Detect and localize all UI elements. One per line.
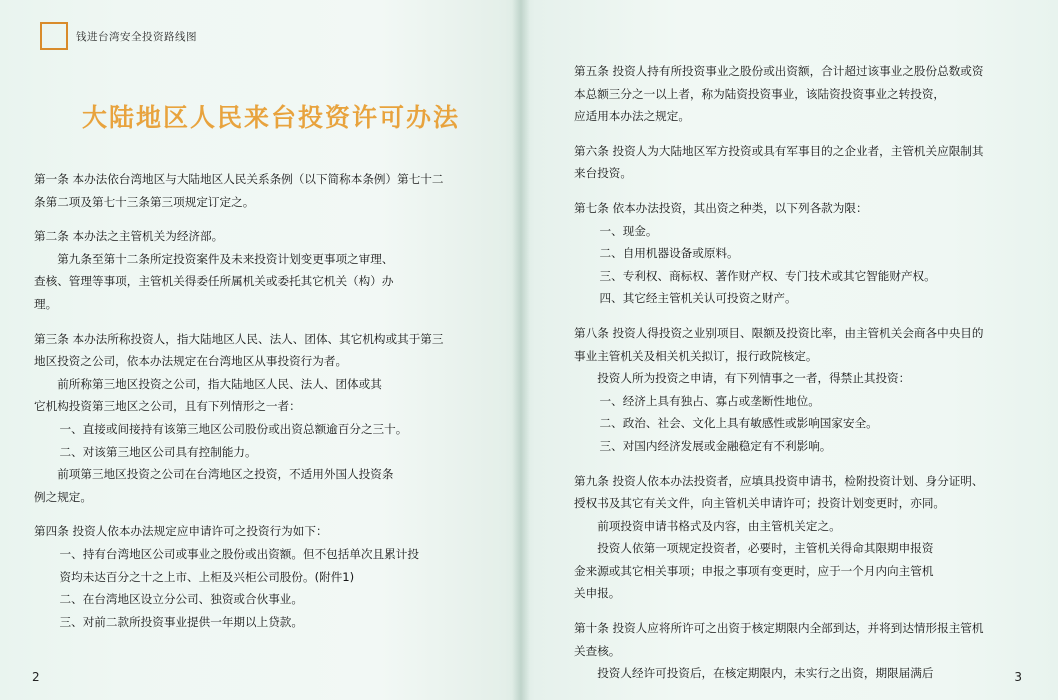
article-text: 本办法依台湾地区与大陆地区人民关系条例（以下简称本条例）第七十二 bbox=[72, 172, 444, 186]
article-block bbox=[574, 60, 1024, 128]
article-label: 第六条 bbox=[574, 143, 609, 158]
book-header bbox=[40, 22, 490, 50]
article-item: 三、对国内经济发展或金融稳定有不利影响。 bbox=[599, 438, 832, 453]
article-text: 应适用本办法之规定。 bbox=[574, 109, 690, 124]
article-subparagraph: 例之规定。 bbox=[34, 489, 92, 504]
article-item: 一、现金。 bbox=[599, 223, 658, 238]
article-label: 第十条 bbox=[574, 621, 609, 636]
article-item: 二、在台湾地区设立分公司、独资或合伙事业。 bbox=[59, 592, 303, 607]
article-item: 一、直接或间接持有该第三地区公司股份或出资总额逾百分之三十。 bbox=[59, 421, 408, 436]
article-subparagraph: 投资人依第一项规定投资者，必要时，主管机关得命其限期申报资 bbox=[597, 541, 934, 556]
article-item: 一、经济上具有独占、寡占或垄断性地位。 bbox=[599, 393, 820, 408]
article-label: 第四条 bbox=[34, 524, 69, 539]
left-page-body bbox=[34, 168, 490, 633]
article-text: 来台投资。 bbox=[574, 166, 632, 181]
article-item: 三、专利权、商标权、著作财产权、专门技术或其它智能财产权。 bbox=[599, 268, 936, 283]
article-block bbox=[574, 197, 1024, 310]
page-title: 大陆地区人民来台投资许可办法 bbox=[82, 103, 461, 132]
article-label: 第九条 bbox=[574, 473, 609, 488]
article-item: 二、自用机器设备或原料。 bbox=[599, 246, 739, 261]
article-text: 投资人应将所许可之出资于核定期限内全部到达，并将到达情形报主管机 bbox=[612, 621, 984, 636]
article-label: 第三条 bbox=[34, 331, 69, 346]
article-block bbox=[574, 617, 1024, 685]
article-item: 四、其它经主管机关认可投资之财产。 bbox=[599, 291, 797, 306]
book-header-title: 钱进台湾安全投资路线图 bbox=[76, 30, 197, 43]
article-subparagraph: 它机构投资第三地区之公司，且有下列情形之一者： bbox=[34, 399, 301, 414]
article-text: 依本办法投资，其出资之种类，以下列各款为限： bbox=[612, 200, 868, 215]
article-item: 二、政治、社会、文化上具有敏感性或影响国家安全。 bbox=[599, 416, 878, 431]
article-text: 授权书及其它有关文件，向主管机关申请许可；投资计划变更时，亦同。 bbox=[574, 496, 946, 511]
article-text: 地区投资之公司，依本办法规定在台湾地区从事投资行为者。 bbox=[34, 354, 348, 369]
article-block bbox=[34, 168, 490, 213]
article-subparagraph: 前项投资申请书格式及内容，由主管机关定之。 bbox=[597, 518, 841, 533]
article-text: 本总额三分之一以上者，称为陆资投资事业，该陆资投资事业之转投资， bbox=[574, 86, 946, 101]
article-block bbox=[34, 520, 490, 633]
article-text: 投资人依本办法规定应申请许可之投资行为如下： bbox=[72, 524, 328, 539]
page-number-right: 3 bbox=[1014, 670, 1022, 684]
article-subparagraph: 前所称第三地区投资之公司，指大陆地区人民、法人、团体或其 bbox=[57, 376, 382, 391]
article-label: 第一条 bbox=[34, 172, 69, 186]
article-block bbox=[574, 322, 1024, 458]
page-number-left: 2 bbox=[32, 670, 40, 684]
article-text: 投资人依本办法投资者，应填具投资申请书，检附投资计划、身分证明、 bbox=[612, 473, 984, 488]
article-subparagraph: 第九条至第十二条所定投资案件及未来投资计划变更事项之审理、 bbox=[57, 251, 394, 266]
article-label: 第二条 bbox=[34, 229, 69, 244]
article-block bbox=[574, 140, 1024, 185]
article-subparagraph: 查核、管理等事项，主管机关得委任所属机关或委托其它机关（构）办 bbox=[34, 274, 394, 289]
article-subparagraph: 投资人经许可投资后，在核定期限内，未实行之出资，期限届满后 bbox=[597, 666, 934, 681]
article-item: 二、对该第三地区公司具有控制能力。 bbox=[59, 444, 257, 459]
book-logo-icon bbox=[40, 22, 68, 50]
article-label: 第五条 bbox=[574, 64, 609, 78]
article-subparagraph: 投资人所为投资之申请，有下列情事之一者，得禁止其投资： bbox=[597, 371, 911, 386]
article-item: 三、对前二款所投资事业提供一年期以上贷款。 bbox=[59, 614, 303, 629]
article-block bbox=[574, 470, 1024, 606]
article-text: 本办法所称投资人，指大陆地区人民、法人、团体、其它机构或其于第三 bbox=[72, 331, 444, 346]
article-text: 投资人得投资之业别项目、限额及投资比率，由主管机关会商各中央目的 bbox=[612, 325, 984, 340]
article-text: 条第二项及第七十三条第三项规定订定之。 bbox=[34, 194, 255, 209]
article-subparagraph: 理。 bbox=[34, 296, 58, 311]
article-text: 事业主管机关及相关机关拟订，报行政院核定。 bbox=[574, 348, 818, 363]
article-subparagraph: 关申报。 bbox=[574, 586, 621, 601]
article-block bbox=[34, 225, 490, 315]
right-page bbox=[528, 0, 1058, 700]
article-item: 一、持有台湾地区公司或事业之股份或出资额。但不包括单次且累计投 bbox=[59, 546, 419, 561]
article-subparagraph: 金来源或其它相关事项；申报之事项有变更时，应于一个月内向主管机 bbox=[574, 563, 934, 578]
article-item: 资均未达百分之十之上市、上柜及兴柜公司股份。(附件1) bbox=[59, 569, 355, 584]
article-text: 投资人为大陆地区军方投资或具有军事目的之企业者，主管机关应限制其 bbox=[612, 143, 984, 158]
article-text: 关查核。 bbox=[574, 643, 621, 658]
article-text: 本办法之主管机关为经济部。 bbox=[72, 229, 224, 244]
article-block bbox=[34, 328, 490, 509]
right-page-body bbox=[574, 60, 1024, 685]
article-label: 第七条 bbox=[574, 200, 609, 215]
article-label: 第八条 bbox=[574, 325, 609, 340]
article-text: 投资人持有所投资事业之股份或出资额，合计超过该事业之股份总数或资 bbox=[612, 64, 984, 78]
article-subparagraph: 前项第三地区投资之公司在台湾地区之投资，不适用外国人投资条 bbox=[57, 467, 394, 482]
left-page bbox=[0, 0, 520, 700]
